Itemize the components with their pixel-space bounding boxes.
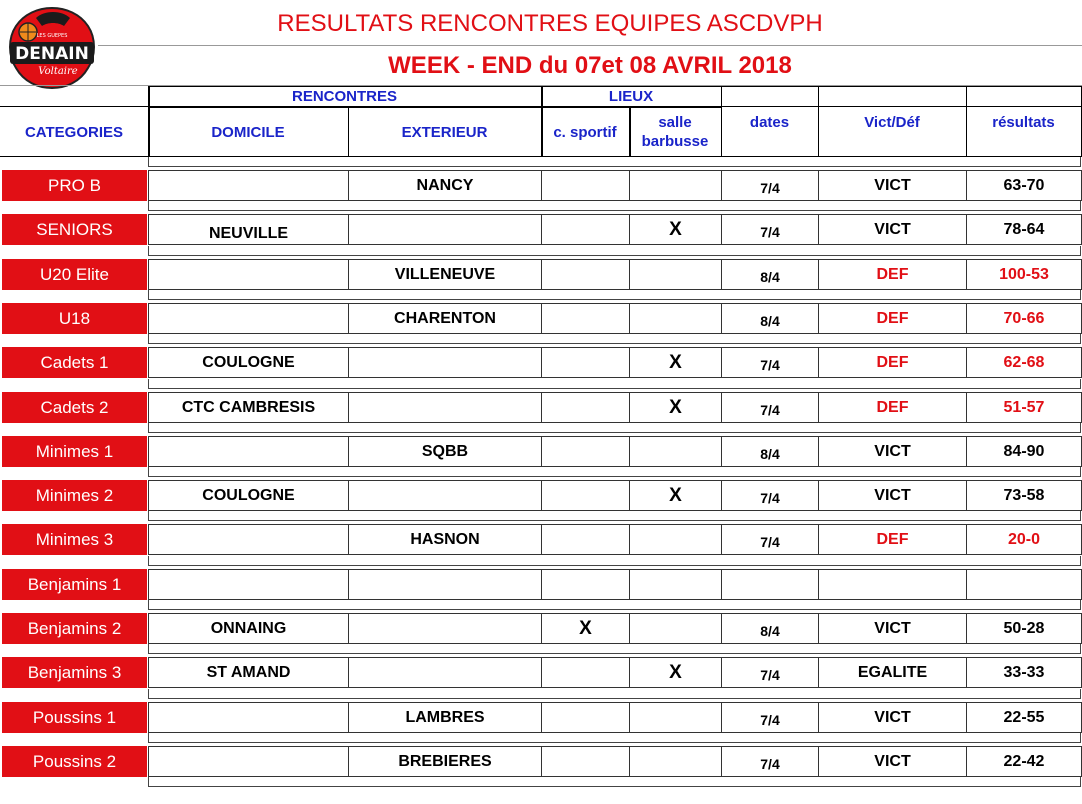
cell-domicile <box>148 170 349 201</box>
cell-outcome: VICT <box>818 436 967 467</box>
cell-result <box>966 569 1082 600</box>
cell-salle <box>629 702 722 733</box>
cell-domicile <box>148 259 349 290</box>
row-spacer <box>148 689 1081 699</box>
cell-outcome: DEF <box>818 392 967 423</box>
cell-date: 7/4 <box>721 524 819 555</box>
row-spacer <box>148 777 1081 787</box>
cell-exterieur: LAMBRES <box>348 702 542 733</box>
cell-date: 7/4 <box>721 347 819 378</box>
cell-result: 78-64 <box>966 214 1082 245</box>
row-spacer <box>148 246 1081 256</box>
cell-outcome: VICT <box>818 214 967 245</box>
cell-c-sportif <box>541 524 630 555</box>
header-categories: CATEGORIES <box>24 124 124 141</box>
category-label: U20 Elite <box>2 259 147 290</box>
cell-salle <box>629 746 722 777</box>
cell-domicile <box>148 569 349 600</box>
header-salle: salle <box>658 114 692 131</box>
cell-exterieur <box>348 214 542 245</box>
cell-result: 70-66 <box>966 303 1082 334</box>
cell-outcome: VICT <box>818 613 967 644</box>
category-label: Minimes 1 <box>2 436 147 467</box>
cell-date: 7/4 <box>721 746 819 777</box>
cell-salle <box>629 170 722 201</box>
cell-result: 20-0 <box>966 524 1082 555</box>
header-resultats: résultats <box>992 114 1055 131</box>
row-spacer <box>148 600 1081 610</box>
logo-text: DENAIN <box>15 44 89 64</box>
cell-result: 51-57 <box>966 392 1082 423</box>
cell-result: 33-33 <box>966 657 1082 688</box>
cell-exterieur <box>348 613 542 644</box>
cell-result: 22-55 <box>966 702 1082 733</box>
cell-outcome: VICT <box>818 702 967 733</box>
cell-date: 8/4 <box>721 303 819 334</box>
cell-salle <box>629 613 722 644</box>
row-spacer <box>148 556 1081 566</box>
category-label: Cadets 1 <box>2 347 147 378</box>
cell-domicile: COULOGNE <box>148 347 349 378</box>
cell-c-sportif <box>541 392 630 423</box>
cell-c-sportif: X <box>541 613 630 644</box>
cell-date: 8/4 <box>721 259 819 290</box>
cell-salle <box>629 524 722 555</box>
cell-date: 8/4 <box>721 613 819 644</box>
cell-c-sportif <box>541 303 630 334</box>
cell-c-sportif <box>541 702 630 733</box>
cell-outcome: DEF <box>818 347 967 378</box>
cell-domicile: COULOGNE <box>148 480 349 511</box>
row-spacer <box>148 511 1081 521</box>
cell-exterieur: VILLENEUVE <box>348 259 542 290</box>
cell-exterieur: CHARENTON <box>348 303 542 334</box>
cell-c-sportif <box>541 347 630 378</box>
cell-result: 63-70 <box>966 170 1082 201</box>
cell-c-sportif <box>541 480 630 511</box>
cell-date: 7/4 <box>721 392 819 423</box>
cell-outcome: VICT <box>818 746 967 777</box>
cell-date: 7/4 <box>721 214 819 245</box>
row-spacer <box>148 201 1081 211</box>
cell-date: 7/4 <box>721 480 819 511</box>
row-spacer <box>148 467 1081 477</box>
logo-subtext: Voltaire <box>38 66 78 77</box>
cell-result: 50-28 <box>966 613 1082 644</box>
cell-exterieur <box>348 480 542 511</box>
cell-exterieur: NANCY <box>348 170 542 201</box>
cell-salle <box>629 259 722 290</box>
header-exterieur: EXTERIEUR <box>401 124 488 141</box>
cell-outcome <box>818 569 967 600</box>
cell-c-sportif <box>541 259 630 290</box>
cell-domicile <box>148 436 349 467</box>
cell-c-sportif <box>541 657 630 688</box>
cell-domicile: NEUVILLE <box>148 214 349 245</box>
cell-date <box>721 569 819 600</box>
page-title: RESULTATS RENCONTRES EQUIPES ASCDVPH <box>277 10 823 37</box>
cell-exterieur: HASNON <box>348 524 542 555</box>
header-lieux: LIEUX <box>608 88 654 105</box>
cell-date: 7/4 <box>721 702 819 733</box>
cell-result: 62-68 <box>966 347 1082 378</box>
category-label: Minimes 3 <box>2 524 147 555</box>
cell-salle: X <box>629 347 722 378</box>
cell-result: 100-53 <box>966 259 1082 290</box>
category-label: Cadets 2 <box>2 392 147 423</box>
category-label: Benjamins 3 <box>2 657 147 688</box>
row-spacer <box>148 733 1081 743</box>
cell-outcome: DEF <box>818 259 967 290</box>
header-rencontres: RENCONTRES <box>291 88 397 105</box>
cell-domicile <box>148 524 349 555</box>
cell-salle: X <box>629 214 722 245</box>
cell-salle: X <box>629 392 722 423</box>
row-spacer <box>148 379 1081 389</box>
row-spacer <box>148 334 1081 344</box>
row-spacer <box>148 644 1081 654</box>
cell-exterieur <box>348 569 542 600</box>
cell-date: 8/4 <box>721 436 819 467</box>
header-dates: dates <box>749 114 790 131</box>
cell-exterieur <box>348 657 542 688</box>
cell-domicile: CTC CAMBRESIS <box>148 392 349 423</box>
category-label: Poussins 1 <box>2 702 147 733</box>
header-rule <box>98 45 1082 46</box>
cell-outcome: DEF <box>818 303 967 334</box>
cell-c-sportif <box>541 170 630 201</box>
cell-salle: X <box>629 480 722 511</box>
category-label: U18 <box>2 303 147 334</box>
cell-outcome: EGALITE <box>818 657 967 688</box>
header-domicile: DOMICILE <box>211 124 285 141</box>
cell-outcome: VICT <box>818 170 967 201</box>
logo-topline: LES GUEPES <box>36 33 68 39</box>
cell-date: 7/4 <box>721 657 819 688</box>
header-barbusse: barbusse <box>641 133 709 150</box>
cell-salle <box>629 303 722 334</box>
category-label: Benjamins 2 <box>2 613 147 644</box>
cell-result: 73-58 <box>966 480 1082 511</box>
row-spacer <box>148 157 1081 167</box>
category-label: Poussins 2 <box>2 746 147 777</box>
cell-outcome: DEF <box>818 524 967 555</box>
cell-salle <box>629 569 722 600</box>
cell-domicile <box>148 746 349 777</box>
cell-domicile: ST AMAND <box>148 657 349 688</box>
category-label: Benjamins 1 <box>2 569 147 600</box>
cell-exterieur: BREBIERES <box>348 746 542 777</box>
cell-exterieur <box>348 347 542 378</box>
weekend-title: WEEK - END du 07et 08 AVRIL 2018 <box>388 52 792 79</box>
cell-exterieur: SQBB <box>348 436 542 467</box>
cell-domicile <box>148 303 349 334</box>
row-spacer <box>148 423 1081 433</box>
cell-domicile: ONNAING <box>148 613 349 644</box>
category-label: PRO B <box>2 170 147 201</box>
row-spacer <box>148 290 1081 300</box>
cell-date: 7/4 <box>721 170 819 201</box>
cell-salle: X <box>629 657 722 688</box>
cell-domicile <box>148 702 349 733</box>
cell-result: 22-42 <box>966 746 1082 777</box>
cell-salle <box>629 436 722 467</box>
category-label: Minimes 2 <box>2 480 147 511</box>
category-label: SENIORS <box>2 214 147 245</box>
cell-c-sportif <box>541 569 630 600</box>
header-c-sportif: c. sportif <box>553 124 617 141</box>
cell-outcome: VICT <box>818 480 967 511</box>
cell-c-sportif <box>541 436 630 467</box>
cell-exterieur <box>348 392 542 423</box>
cell-c-sportif <box>541 746 630 777</box>
header-vict-def: Vict/Déf <box>864 114 920 131</box>
cell-result: 84-90 <box>966 436 1082 467</box>
cell-c-sportif <box>541 214 630 245</box>
